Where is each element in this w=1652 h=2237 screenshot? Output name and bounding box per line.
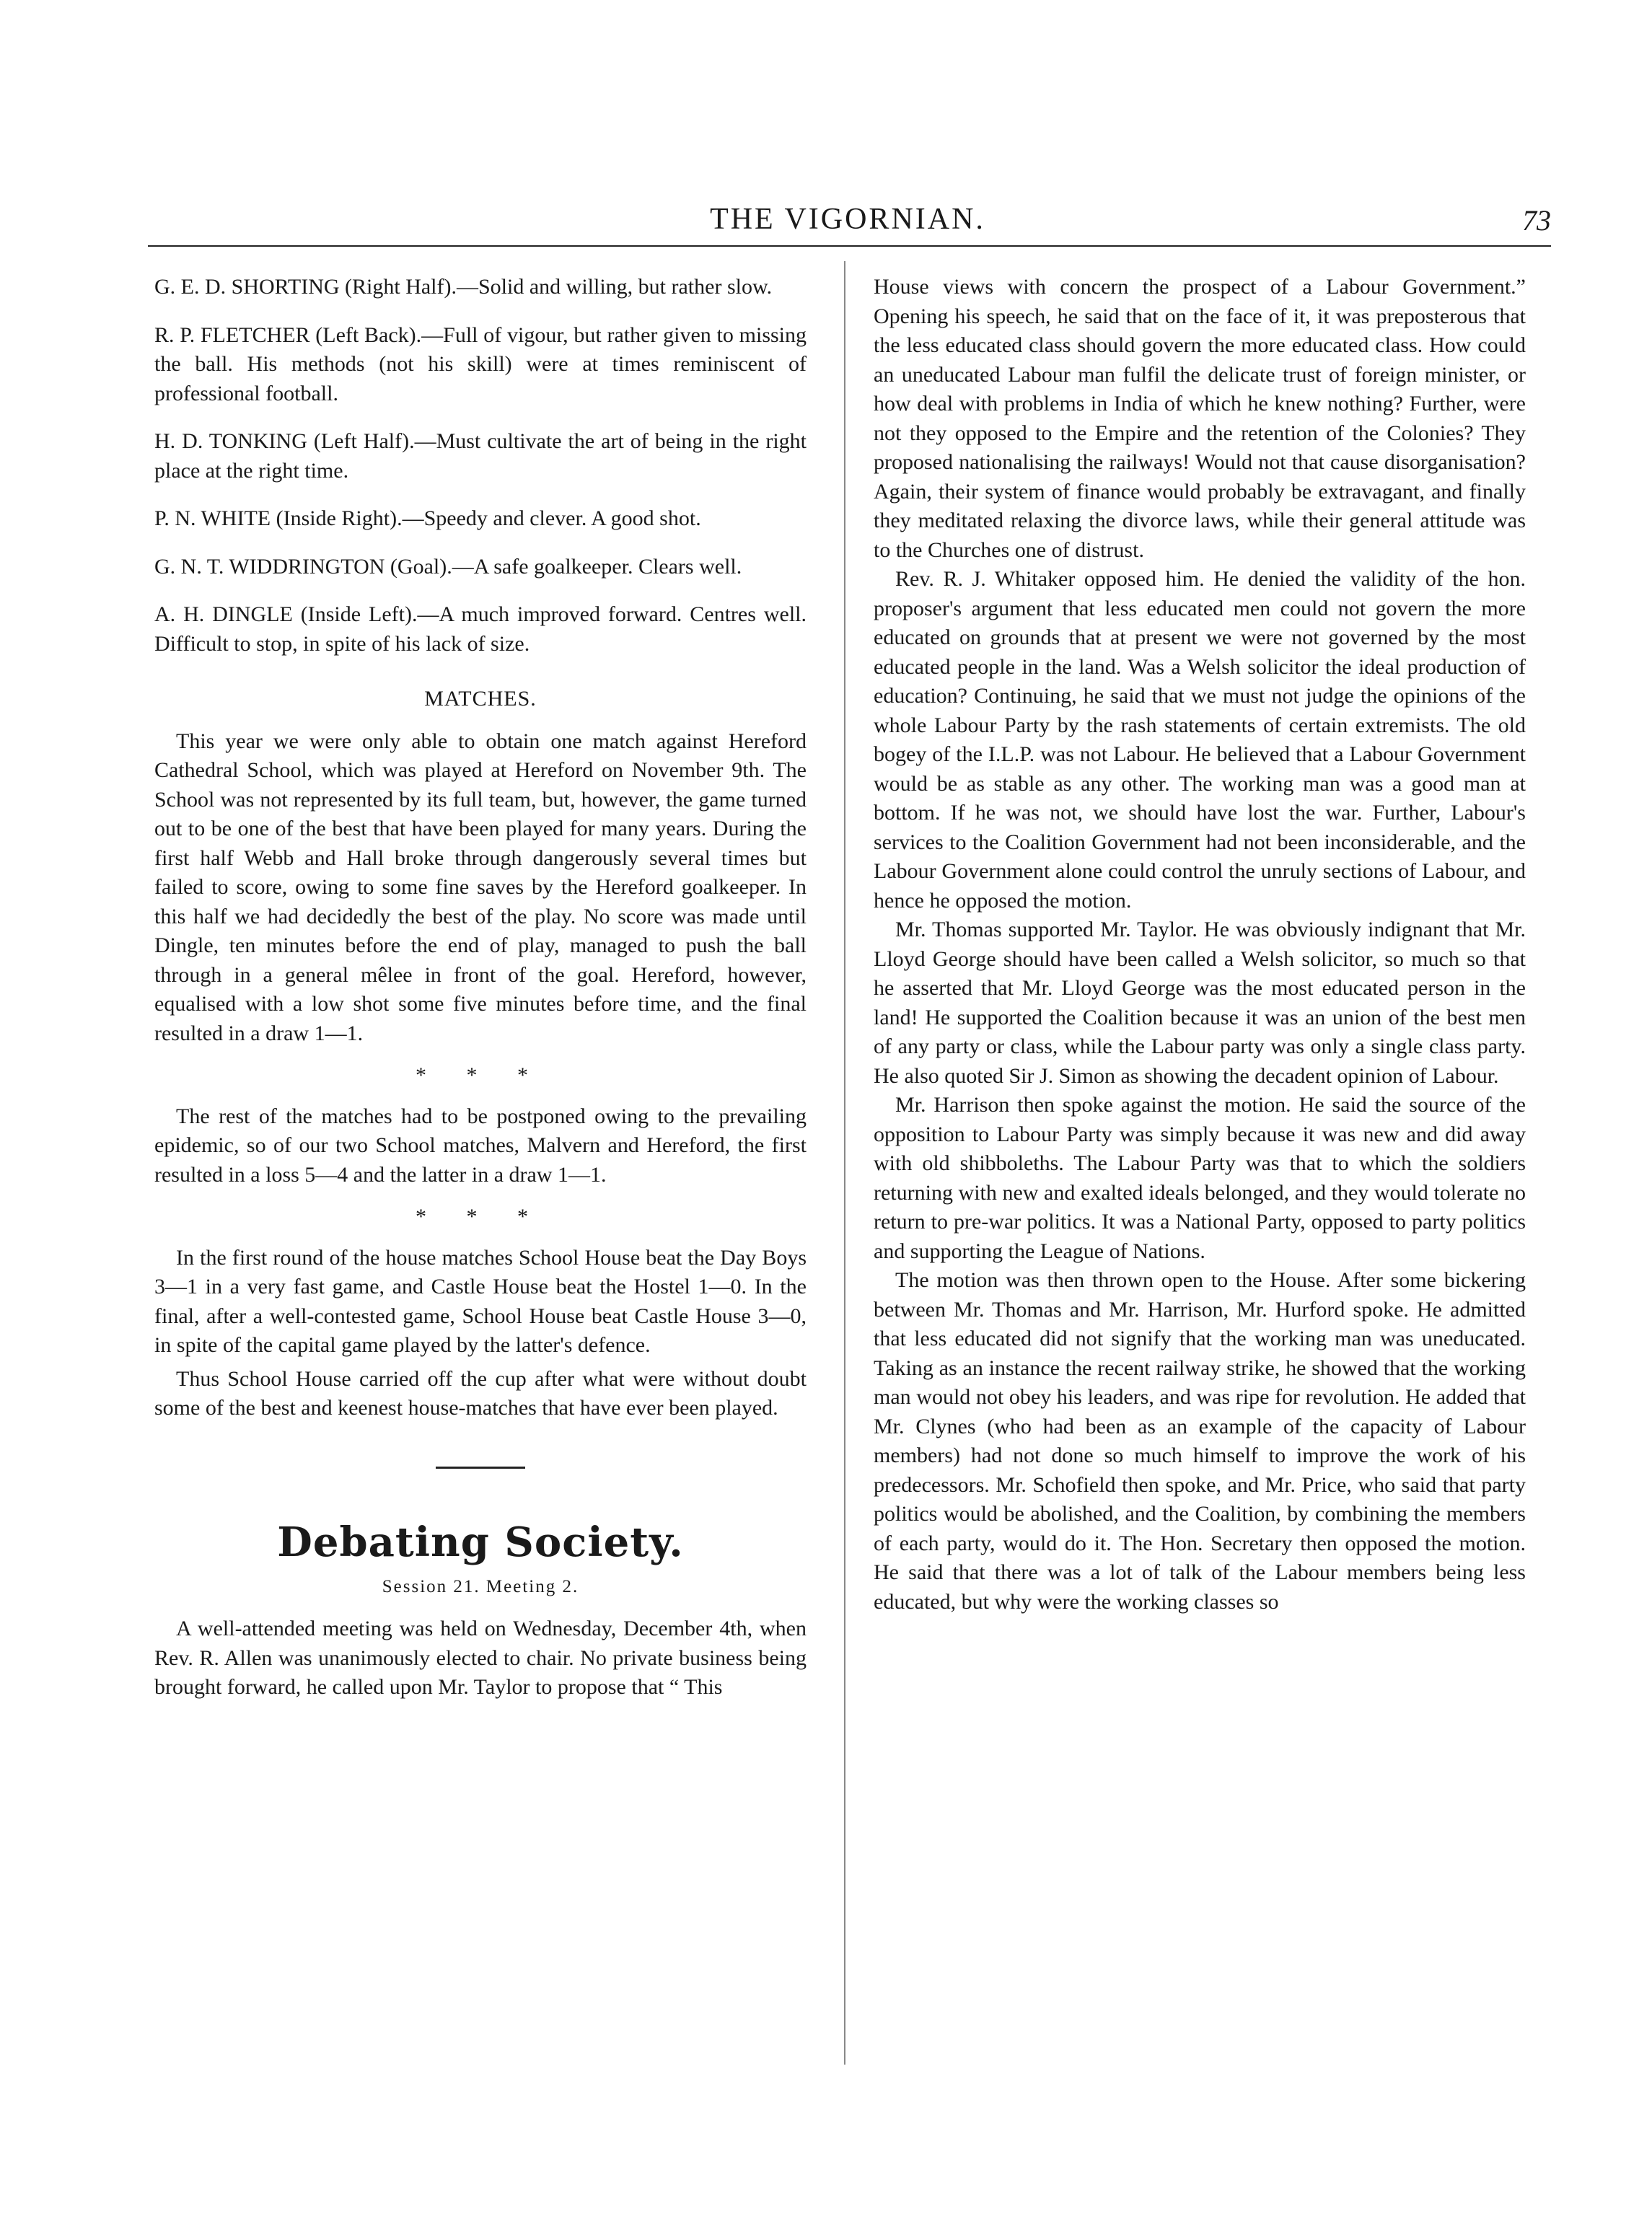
debate-paragraph: Mr. Thomas supported Mr. Taylor. He was obviously indignant that Mr. Lloyd George should have been called a Welsh solicitor, so much so that he asserted that Mr. Lloyd George was the most educated person in the land! He supported the Coalition because it was an union of the best men of any party or class, while the Labour party was only a single class party. He also quoted Sir J. Simon as showing the decadent opinion of Labour. bbox=[874, 918, 1526, 1088]
matches-paragraph: In the first round of the house matches School House beat the Day Boys 3—1 in a very fast game, and Castle House beat the Hostel 1—0. In the final, after a well-contested game, School House beat Castle House 3—0, in spite of the capital game played by the latter's defence. bbox=[154, 1245, 807, 1357]
matches-paragraph: This year we were only able to obtain one match against Hereford Cathedral School, which was played at Hereford on November 9th. The School was not represented by its full team, but, however, the game turned out to be one of the best that have been played for many years. During the first half Webb and Hall broke through dangerously several times but failed to score, owing to some fine saves by the Hereford goalkeeper. In this half we had decidedly the best of the play. No score was made until Dingle, ten minutes before the end of play, managed to push the ball through in a general mêlee in front of the goal. Hereford, however, equalised with a low shot some five minutes before time, and the final resulted in a draw 1—1. bbox=[154, 729, 807, 1045]
player-note: P. N. WHITE (Inside Right).—Speedy and clever. A good shot. bbox=[154, 506, 701, 530]
section-stars: * * * bbox=[416, 1205, 545, 1229]
player-note: H. D. TONKING (Left Half).—Must cultivate the art of being in the right place at the right time. bbox=[154, 429, 807, 483]
matches-paragraph: Thus School House carried off the cup after what were without doubt some of the best and keenest house-matches that have ever been played. bbox=[154, 1366, 807, 1420]
section-divider bbox=[436, 1467, 525, 1469]
debate-paragraph: House views with concern the prospect of a Labour Government.” Opening his speech, he said that on the face of it, it was preposterous that the less educated class should govern the more educated class. How could an uneducated Labour man fulfil the delicate trust of foreign minister, or how deal with problems in India of which he knew nothing? Further, were not they opposed to the Empire and the retention of the Colonies? They proposed nationalising the railways! Would not that cause disorganisation? Again, their system of finance would probably be extravagant, and finally they meditated relaxing the divorce laws, while their general attitude was to the Churches one of distrust. bbox=[874, 275, 1526, 562]
debate-paragraph: Rev. R. J. Whitaker opposed him. He denied the validity of the hon. proposer's argument that less educated men could not govern the more educated on grounds that at present we were not governed by the most educated people in the land. Was a Welsh solicitor the ideal production of education? Continuing, he said that we must not judge the opinions of the whole Labour Party by the rash statements of certain extremists. The old bogey of the I.L.P. was not Labour. He believed that a Labour Government would be as stable as any other. The working man was a good man at bottom. If he was not, we should have lost the war. Further, Labour's services to the Coalition Government had not been inconsiderable, and the Labour Government alone could control the unruly sections of Labour, and hence he opposed the motion. bbox=[874, 567, 1526, 913]
debate-paragraph: Mr. Harrison then spoke against the motion. He said the source of the opposition to Labour Party was simply because it was new and did away with old shibboleths. The Labour Party was that to which the soldiers returning with new and exalted ideals belonged, and they would tolerate no return to pre-war politics. It was a National Party, opposed to party politics and supporting the League of Nations. bbox=[874, 1093, 1526, 1263]
matches-heading: MATCHES. bbox=[424, 687, 537, 711]
debating-society-title: Debating Society. bbox=[277, 1518, 684, 1566]
player-note: A. H. DINGLE (Inside Left).—A much improved forward. Centres well. Difficult to stop, in spite of his lack of size. bbox=[154, 602, 807, 656]
debate-paragraph: The motion was then thrown open to the House. After some bickering between Mr. Thomas and Mr. Harrison, Mr. Hurford spoke. He admitted that less educated did not signify that the working man was uneducated. Taking as an instance the recent railway strike, he showed that the working man would not obey his leaders, and was ripe for revolution. He added that Mr. Clynes (who had been as an example of the capacity of Labour members) had not done so much himself to improve the work of his predecessors. Mr. Schofield then spoke, and Mr. Price, who said that party politics would be abolished, and the Coalition, by combining the members of each party, would do it. The Hon. Secretary then opposed the motion. He said that there was a lot of talk of the Labour members being less educated, but why were the working classes so bbox=[874, 1268, 1526, 1614]
right-column bbox=[874, 273, 1526, 1617]
player-note: G. E. D. SHORTING (Right Half).—Solid and willing, but rather slow. bbox=[154, 275, 773, 299]
section-stars: * * * bbox=[416, 1063, 545, 1087]
session-subtitle: Session 21. Meeting 2. bbox=[382, 1576, 579, 1596]
page-number: 73 bbox=[1522, 204, 1551, 237]
journal-title: THE VIGORNIAN. bbox=[710, 203, 985, 236]
player-note: R. P. FLETCHER (Left Back).—Full of vigour, but rather given to missing the ball. His methods (not his skill) were at times reminiscent of professional football. bbox=[154, 322, 807, 405]
left-column bbox=[154, 273, 807, 1702]
debate-paragraph: A well-attended meeting was held on Wednesday, December 4th, when Rev. R. Allen was unanimously elected to chair. No private business being brought forward, he called upon Mr. Taylor to propose that “ This bbox=[154, 1617, 807, 1699]
player-note: G. N. T. WIDDRINGTON (Goal).—A safe goalkeeper. Clears well. bbox=[154, 554, 742, 579]
matches-paragraph: The rest of the matches had to be postponed owing to the prevailing epidemic, so of our two School matches, Malvern and Hereford, the first resulted in a loss 5—4 and the latter in a draw 1—1. bbox=[154, 1104, 807, 1187]
column-divider bbox=[844, 261, 845, 2065]
header-rule bbox=[148, 245, 1551, 247]
page-header bbox=[144, 201, 1551, 245]
